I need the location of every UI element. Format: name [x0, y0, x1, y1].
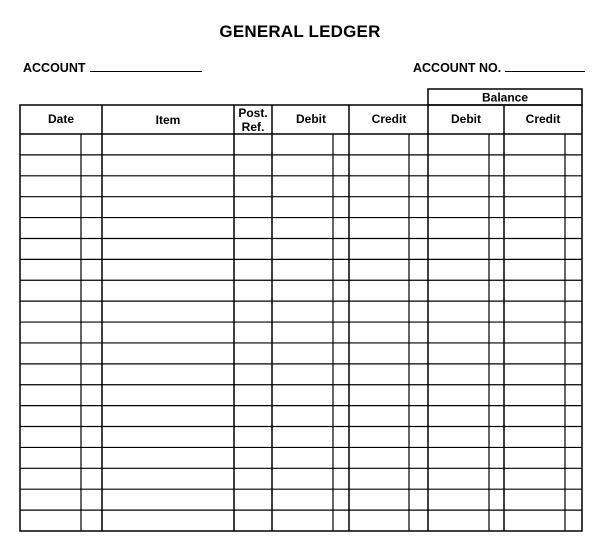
major-column-lines	[102, 105, 504, 531]
cents-column-lines	[81, 134, 565, 531]
balance-header: Balance	[481, 90, 529, 105]
col-header-balance-credit: Credit	[525, 112, 561, 126]
row-lines	[20, 155, 582, 510]
col-header-ref: Ref.	[241, 120, 265, 134]
table-border	[20, 105, 582, 531]
account-number-label: ACCOUNT NO.	[413, 61, 502, 75]
col-header-date: Date	[47, 112, 75, 126]
col-header-credit: Credit	[371, 112, 407, 126]
col-header-item: Item	[155, 113, 181, 127]
ledger-title: GENERAL LEDGER	[219, 22, 381, 41]
account-label: ACCOUNT	[23, 61, 86, 75]
col-header-post: Post.	[238, 106, 268, 120]
col-header-balance-debit: Debit	[451, 112, 481, 126]
col-header-debit: Debit	[296, 112, 326, 126]
